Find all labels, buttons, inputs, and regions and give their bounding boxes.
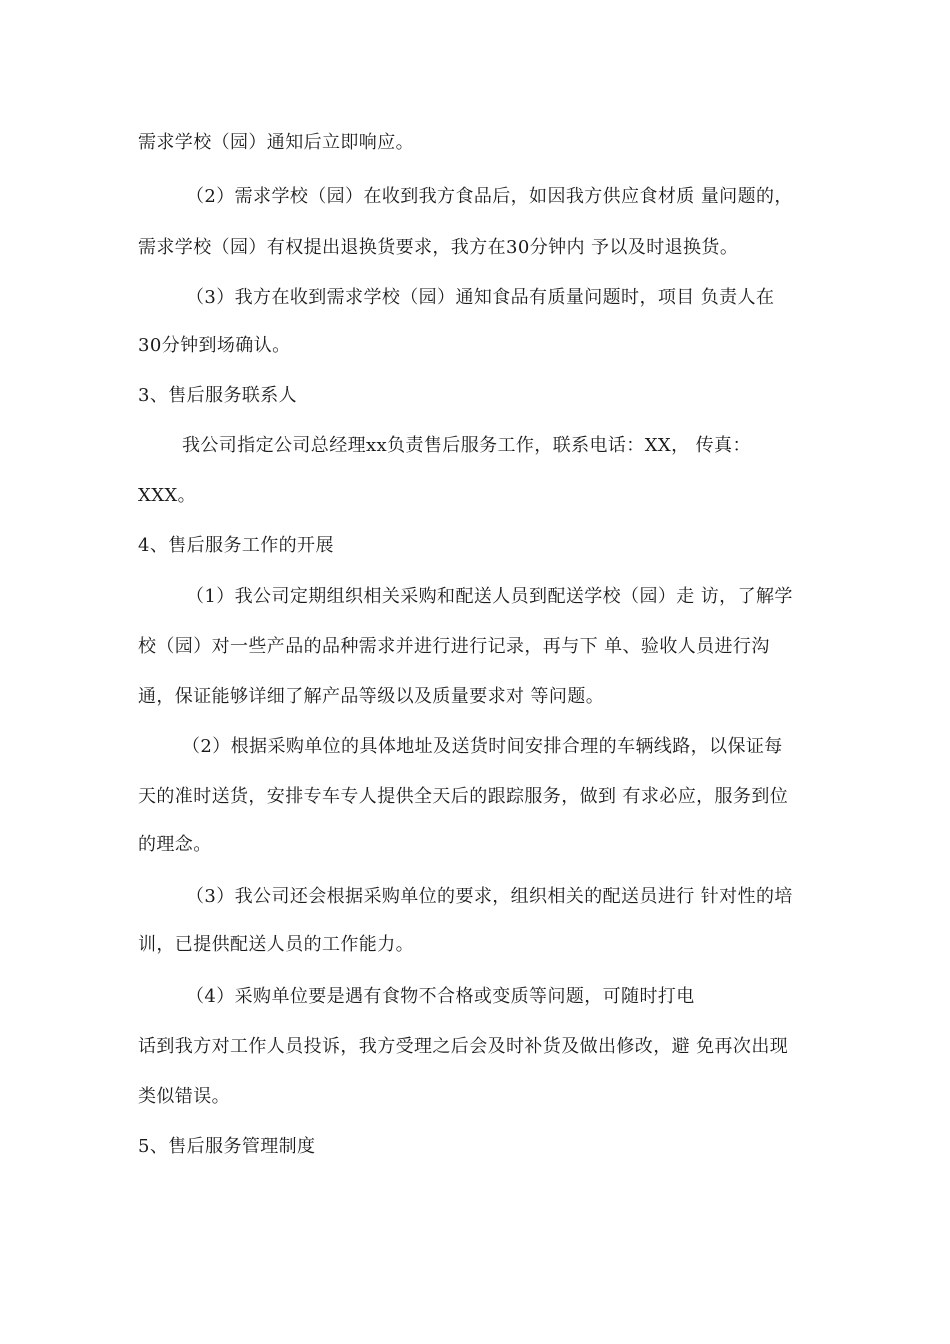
- section-heading: 5、售后服务管理制度: [138, 1136, 316, 1157]
- paragraph-line: 天的准时送货，安排专车专人提供全天后的跟踪服务，做到 有求必应，服务到位: [138, 786, 789, 807]
- paragraph-line: XXX。: [138, 485, 197, 506]
- paragraph-line: 类似错误。: [138, 1086, 230, 1107]
- paragraph-line: （2）需求学校（园）在收到我方食品后，如因我方供应食材质 量问题的，: [186, 186, 793, 207]
- section-heading: 4、售后服务工作的开展: [138, 535, 334, 556]
- paragraph-line: （1）我公司定期组织相关采购和配送人员到配送学校（园）走 访，了解学: [186, 586, 793, 607]
- paragraph-line: （4）采购单位要是遇有食物不合格或变质等问题，可随时打电: [186, 986, 695, 1007]
- paragraph-line: （3）我公司还会根据采购单位的要求，组织相关的配送员进行 针对性的培: [186, 886, 793, 907]
- paragraph-line: 我公司指定公司总经理xx负责售后服务工作，联系电话：XX， 传真：: [182, 435, 751, 456]
- paragraph-line: 训，已提供配送人员的工作能力。: [138, 934, 414, 955]
- paragraph-line: 30分钟到场确认。: [138, 335, 291, 356]
- section-heading: 3、售后服务联系人: [138, 385, 298, 406]
- paragraph-line: 需求学校（园）通知后立即响应。: [138, 132, 414, 153]
- paragraph-line: （2）根据采购单位的具体地址及送货时间安排合理的车辆线路，以保证每: [182, 736, 783, 757]
- paragraph-line: 需求学校（园）有权提出退换货要求，我方在30分钟内 予以及时退换货。: [138, 237, 739, 258]
- paragraph-line: 校（园）对一些产品的品种需求并进行进行记录，再与下 单、验收人员进行沟: [138, 636, 770, 657]
- paragraph-line: 的理念。: [138, 834, 212, 855]
- paragraph-line: （3）我方在收到需求学校（园）通知食品有质量问题时，项目 负责人在: [186, 287, 775, 308]
- paragraph-line: 话到我方对工作人员投诉，我方受理之后会及时补货及做出修改，避 免再次出现: [138, 1036, 789, 1057]
- paragraph-line: 通，保证能够详细了解产品等级以及质量要求对 等问题。: [138, 686, 605, 707]
